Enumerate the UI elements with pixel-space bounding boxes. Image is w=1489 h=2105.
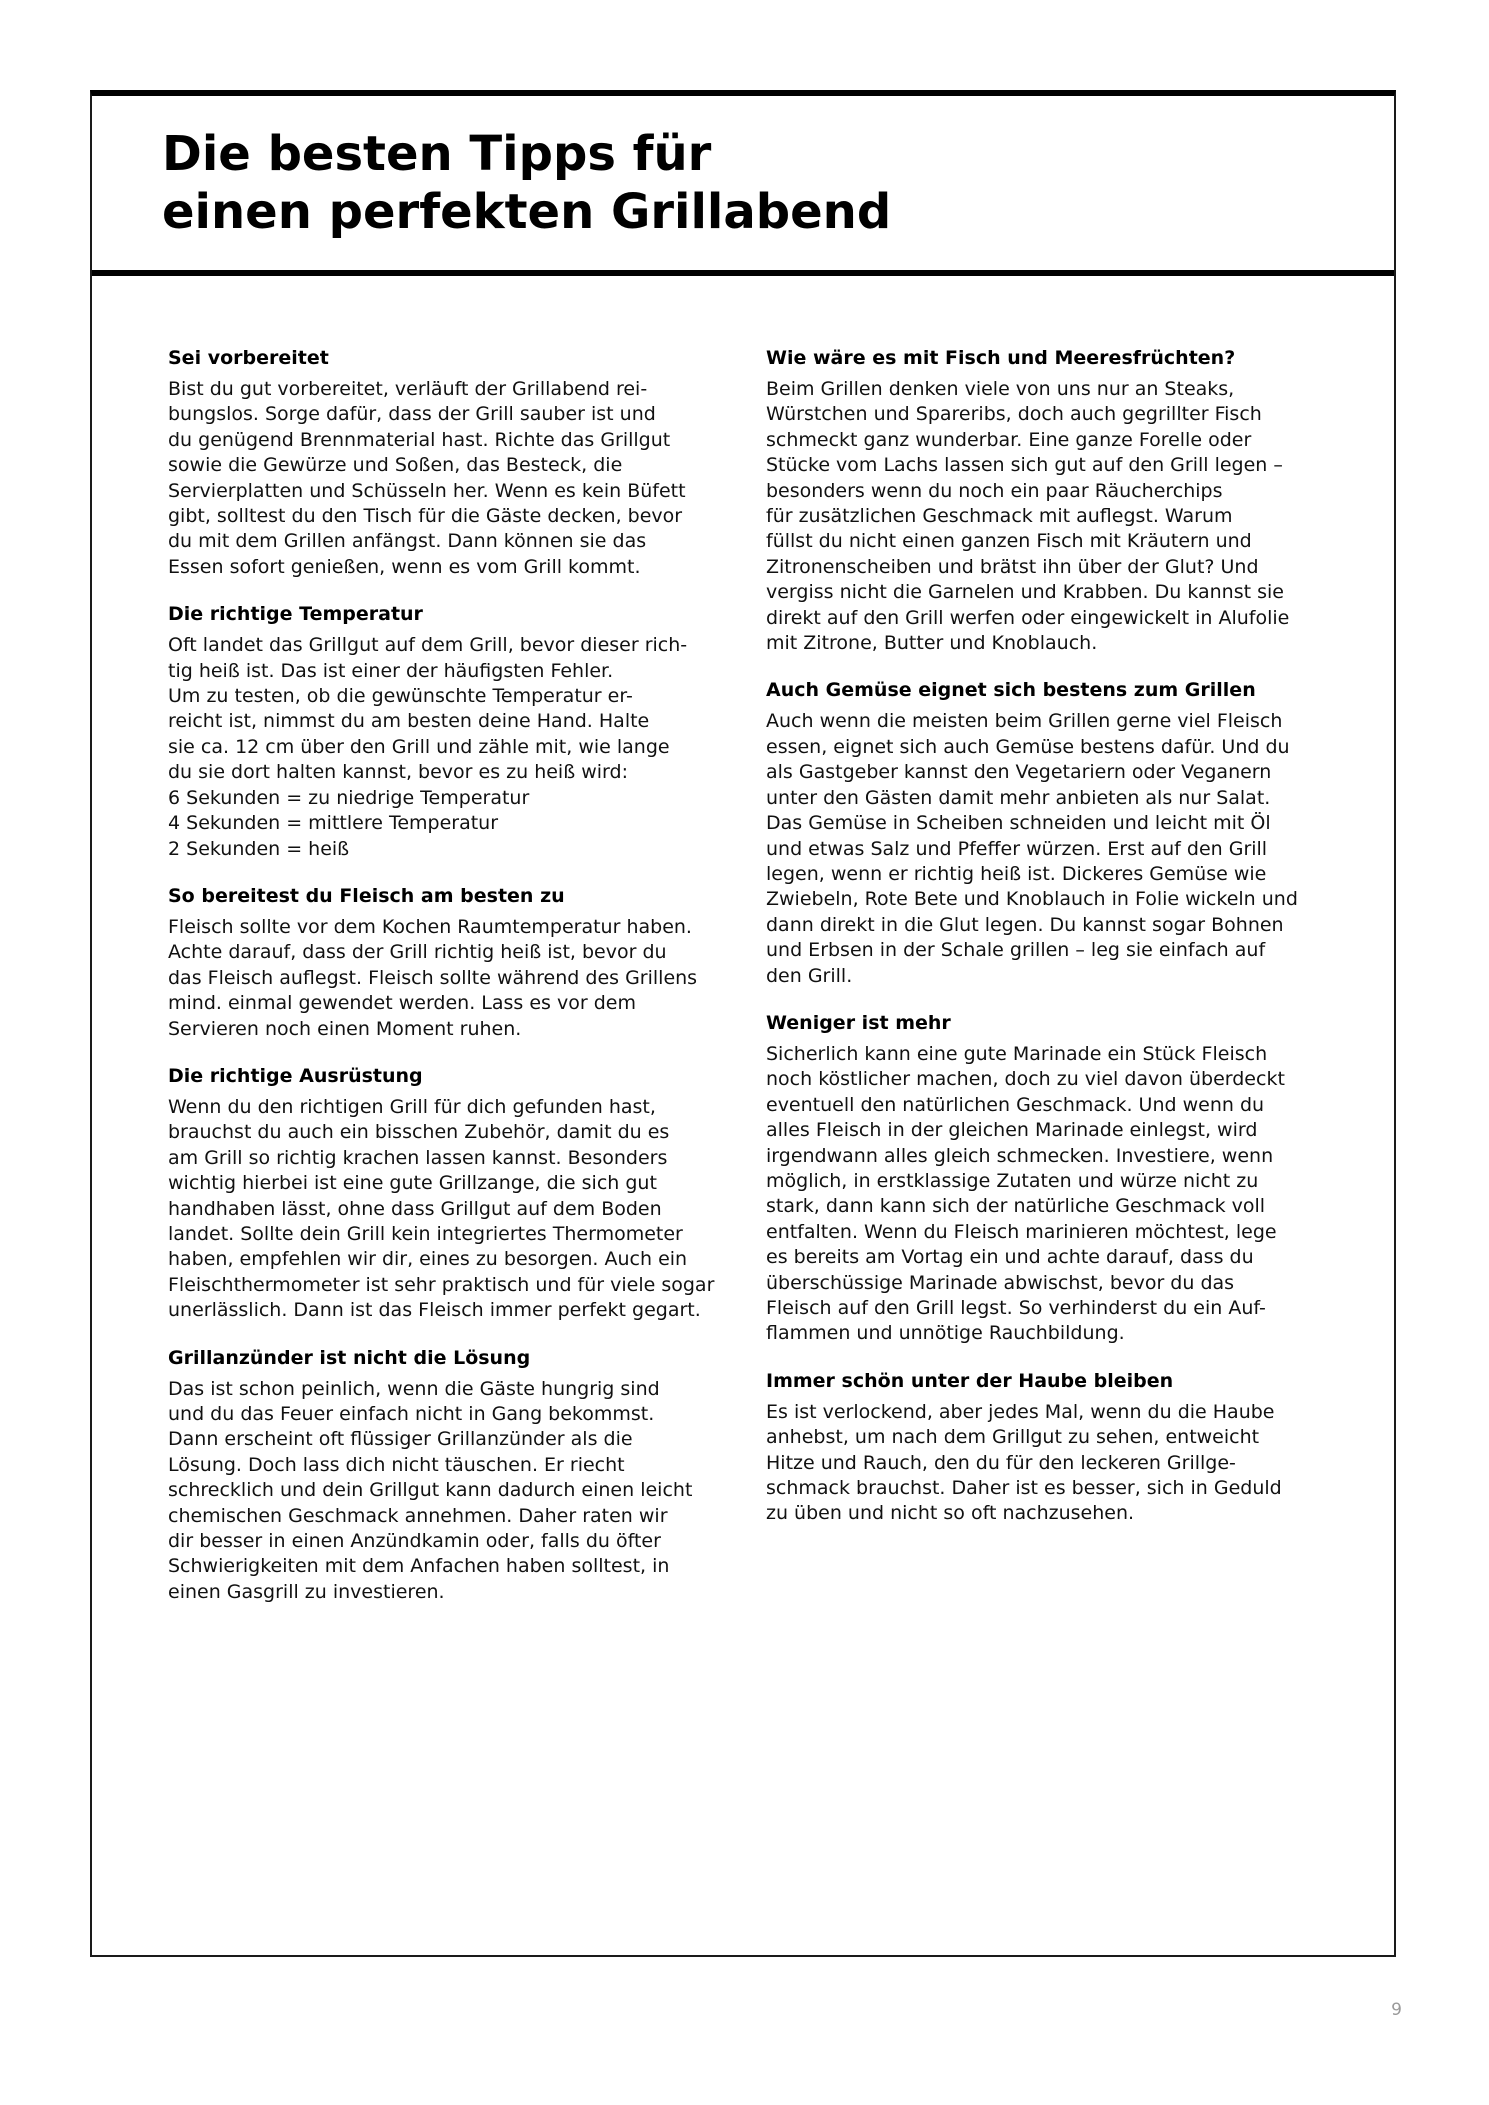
section-text: Sicherlich kann eine gute Marinade ein Stück Fleisch noch köstlicher machen, doch zu viel davon überdeckt eventuell den natürlichen Geschmack. Und wenn du alles Fleisch in der gleichen Marinade einlegst, wird irgendwann alles gleich schmecken. Investiere, wenn möglich, in erstklassige Zutaten und würze nicht zu stark, dann kann sich der natürliche Geschmack voll entfalten. Wenn du Fleisch marinieren möchtest, lege es bereits am Vortag ein und achte darauf, dass du überschüssige Marinade abwischst, bevor du das Fleisch auf den Grill legst. So verhinderst du ein Auf- flammen und unnötige Rauchbildung. bbox=[766, 1042, 1285, 1345]
section-heading: Auch Gemüse eignet sich bestens zum Grillen bbox=[766, 679, 1256, 702]
section-heading: Wie wäre es mit Fisch und Meeresfrüchten? bbox=[766, 347, 1236, 369]
section-richtige-ausruestung bbox=[168, 1064, 738, 1324]
section-text: Beim Grillen denken viele von uns nur an Steaks, Würstchen und Spareribs, doch auch gegrillter Fisch schmeckt ganz wunderbar. Eine ganze Forelle oder Stücke vom Lachs lassen sich gut auf den Grill legen – besonders wenn du noch ein paar Räucherchips für zusätzlichen Geschmack mit auflegst. Warum füllst du nicht einen ganzen Fisch mit Kräutern und Zitronenscheiben und brätst ihn über der Glut? Und vergiss nicht die Garnelen und Krabben. Du kannst sie direkt auf den Grill werfen oder eingewickelt in Alufolie mit Zitrone, Butter und Knoblauch. bbox=[766, 378, 1290, 655]
page-number: 9 bbox=[1391, 2000, 1402, 2020]
left-column bbox=[168, 346, 738, 1627]
section-grillanzuender bbox=[168, 1346, 738, 1606]
section-heading: Sei vorbereitet bbox=[168, 347, 329, 369]
section-heading: Grillanzünder ist nicht die Lösung bbox=[168, 1346, 531, 1369]
section-gemuese bbox=[766, 678, 1336, 988]
section-text: Fleisch sollte vor dem Kochen Raumtemperatur haben. Achte darauf, dass der Grill richtig heiß ist, bevor du das Fleisch auflegst. Fleisch sollte während des Grillens mind. einmal gewendet werden. Lass es vor dem Servieren noch einen Moment ruhen. bbox=[168, 915, 698, 1040]
page-title-line-1: Die besten Tipps für bbox=[162, 126, 712, 182]
section-heading: Immer schön unter der Haube bleiben bbox=[766, 1369, 1174, 1392]
section-text: Es ist verlockend, aber jedes Mal, wenn du die Haube anhebst, um nach dem Grillgut zu sehen, entweicht Hitze und Rauch, den du für den leckeren Grillge- schmack brauchst. Daher ist es besser, sich in Geduld zu üben und nicht so oft nachzusehen. bbox=[766, 1400, 1282, 1525]
right-column bbox=[766, 346, 1336, 1549]
section-heading: Weniger ist mehr bbox=[766, 1011, 951, 1034]
section-sei-vorbereitet bbox=[168, 346, 738, 580]
section-richtige-temperatur bbox=[168, 602, 738, 862]
section-heading: Die richtige Ausrüstung bbox=[168, 1064, 423, 1087]
section-fleisch-zubereiten bbox=[168, 884, 738, 1042]
title-block bbox=[92, 96, 1394, 276]
section-weniger-ist-mehr bbox=[766, 1011, 1336, 1347]
content-frame bbox=[90, 90, 1396, 1957]
section-text: Oft landet das Grillgut auf dem Grill, bevor dieser rich- tig heiß ist. Das ist einer der häufigsten Fehler. Um zu testen, ob die gewünschte Temperatur er- reicht ist, nimmst du am besten deine Hand. Halte sie ca. 12 cm über den Grill und zähle mit, wie lange du sie dort halten kannst, bevor es zu heiß wird: 6 Sekunden = zu niedrige Temperatur 4 Sekunden = mittlere Temperatur 2 Sekunden = heiß bbox=[168, 634, 688, 860]
section-text: Auch wenn die meisten beim Grillen gerne viel Fleisch essen, eignet sich auch Gemüse bestens dafür. Und du als Gastgeber kannst den Vegetariern oder Veganern unter den Gästen damit mehr anbieten als nur Salat. Das Gemüse in Scheiben schneiden und leicht mit Öl und etwas Salz und Pfeffer würzen. Erst auf den Grill legen, wenn er richtig heiß ist. Dickeres Gemüse wie Zwiebeln, Rote Bete und Knoblauch in Folie wickeln und dann direkt in die Glut legen. Du kannst sogar Bohnen und Erbsen in der Schale grillen – leg sie einfach auf den Grill. bbox=[766, 710, 1298, 987]
section-text: Das ist schon peinlich, wenn die Gäste hungrig sind und du das Feuer einfach nicht in Gang bekommst. Dann erscheint oft flüssiger Grillanzünder als die Lösung. Doch lass dich nicht täuschen. Er riecht schrecklich und dein Grillgut kann dadurch einen leicht chemischen Geschmack annehmen. Daher raten wir dir besser in einen Anzündkamin oder, falls du öfter Schwierigkeiten mit dem Anfachen haben solltest, in einen Gasgrill zu investieren. bbox=[168, 1377, 693, 1603]
section-fisch-meeresfruechte bbox=[766, 346, 1336, 656]
section-heading: So bereitest du Fleisch am besten zu bbox=[168, 884, 565, 907]
page-title-line-2: einen perfekten Grillabend bbox=[162, 184, 892, 240]
section-heading: Die richtige Temperatur bbox=[168, 603, 423, 626]
section-text: Bist du gut vorbereitet, verläuft der Grillabend rei- bungslos. Sorge dafür, dass der Grill sauber ist und du genügend Brennmaterial hast. Richte das Grillgut sowie die Gewürze und Soßen, das Besteck, die Servierplatten und Schüsseln her. Wenn es kein Büfett gibt, solltest du den Tisch für die Gäste decken, bevor du mit dem Grillen anfängst. Dann können sie das Essen sofort genießen, wenn es vom Grill kommt. bbox=[168, 378, 686, 578]
section-unter-der-haube bbox=[766, 1369, 1336, 1527]
section-text: Wenn du den richtigen Grill für dich gefunden hast, brauchst du auch ein bisschen Zubehör, damit du es am Grill so richtig krachen lassen kannst. Besonders wichtig hierbei ist eine gute Grillzange, die sich gut handhaben lässt, ohne dass Grillgut auf dem Boden landet. Sollte dein Grill kein integriertes Thermometer haben, empfehlen wir dir, eines zu besorgen. Auch ein Fleischthermometer ist sehr praktisch und für viele sogar unerlässlich. Dann ist das Fleisch immer perfekt gegart. bbox=[168, 1095, 715, 1322]
